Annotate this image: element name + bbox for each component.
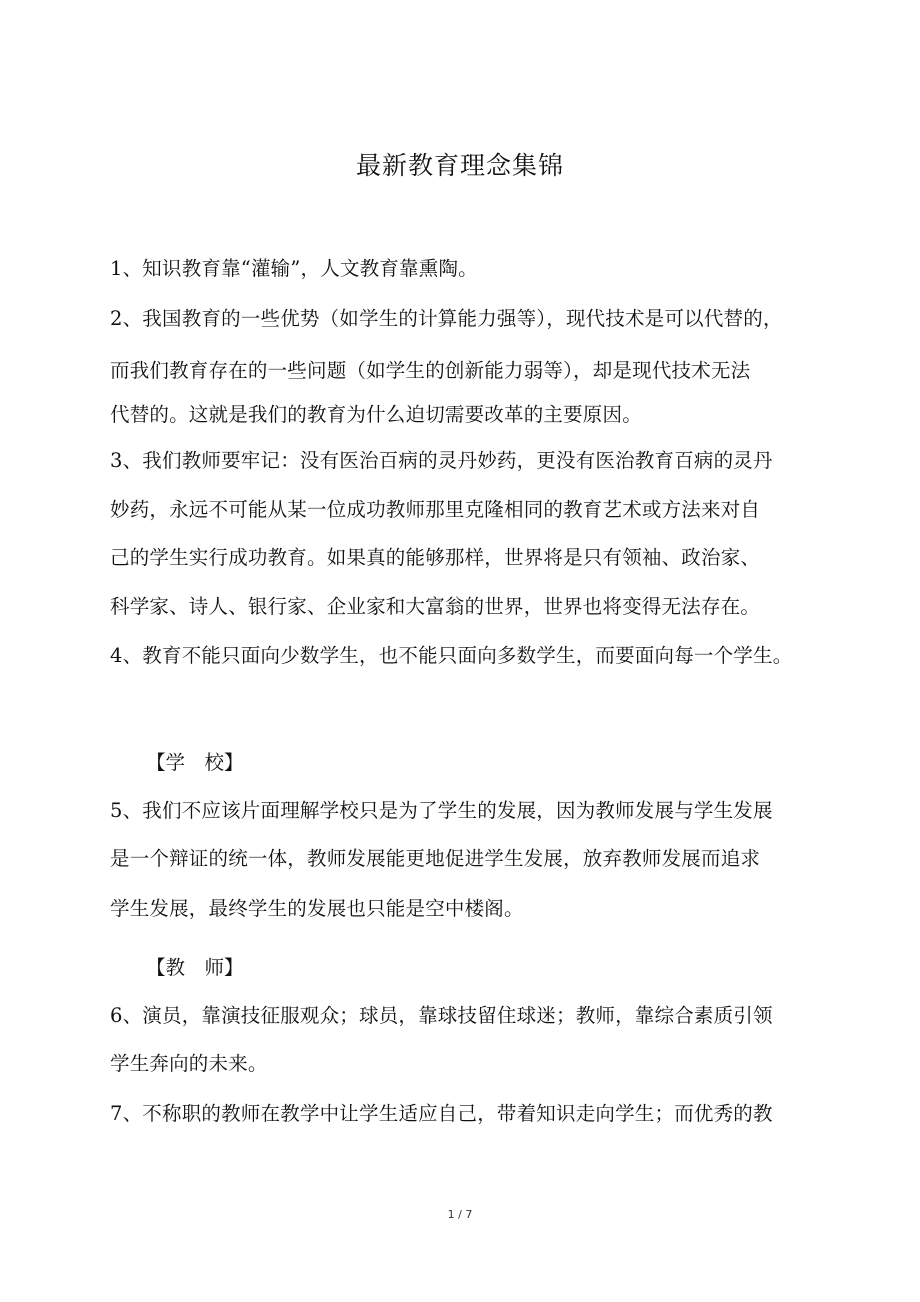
section-heading-school: 【学 校】 (146, 751, 244, 774)
paragraph-line: 4、教育不能只面向少数学生，也不能只面向多数学生，而要面向每一个学生。 (110, 644, 793, 667)
paragraph-line: 而我们教育存在的一些问题（如学生的创新能力弱等），却是现代技术无法 (110, 359, 751, 382)
paragraph-line: 6、演员，靠演技征服观众；球员，靠球技留住球迷；教师，靠综合素质引领 (110, 1004, 773, 1027)
paragraph-line: 科学家、诗人、银行家、企业家和大富翁的世界，世界也将变得无法存在。 (110, 595, 761, 618)
paragraph-line: 己的学生实行成功教育。如果真的能够那样，世界将是只有领袖、政治家、 (110, 546, 761, 569)
paragraph-line: 是一个辩证的统一体，教师发展能更地促进学生发展，放弃教师发展而追求 (110, 847, 761, 870)
paragraph-line: 学生奔向的未来。 (110, 1052, 268, 1075)
page-number: 1 / 7 (447, 1208, 473, 1221)
paragraph-line: 代替的。这就是我们的教育为什么迫切需要改革的主要原因。 (110, 403, 642, 426)
document-title: 最新教育理念集锦 (355, 151, 564, 180)
section-heading-teacher: 【教 师】 (146, 956, 244, 979)
paragraph-line: 学生发展，最终学生的发展也只能是空中楼阁。 (110, 897, 524, 920)
paragraph-line: 3、我们教师要牢记：没有医治百病的灵丹妙药，更没有医治教育百病的灵丹 (110, 449, 773, 472)
paragraph-line: 2、我国教育的一些优势（如学生的计算能力强等），现代技术是可以代替的， (110, 307, 783, 330)
paragraph-line: 5、我们不应该片面理解学校只是为了学生的发展，因为教师发展与学生发展 (110, 799, 773, 822)
paragraph-line: 7、不称职的教师在教学中让学生适应自己，带着知识走向学生；而优秀的教 (110, 1102, 773, 1125)
paragraph-line: 1、知识教育靠“灌输”，人文教育靠熏陶。 (110, 257, 478, 280)
paragraph-line: 妙药，永远不可能从某一位成功教师那里克隆相同的教育艺术或方法来对自 (110, 498, 761, 521)
